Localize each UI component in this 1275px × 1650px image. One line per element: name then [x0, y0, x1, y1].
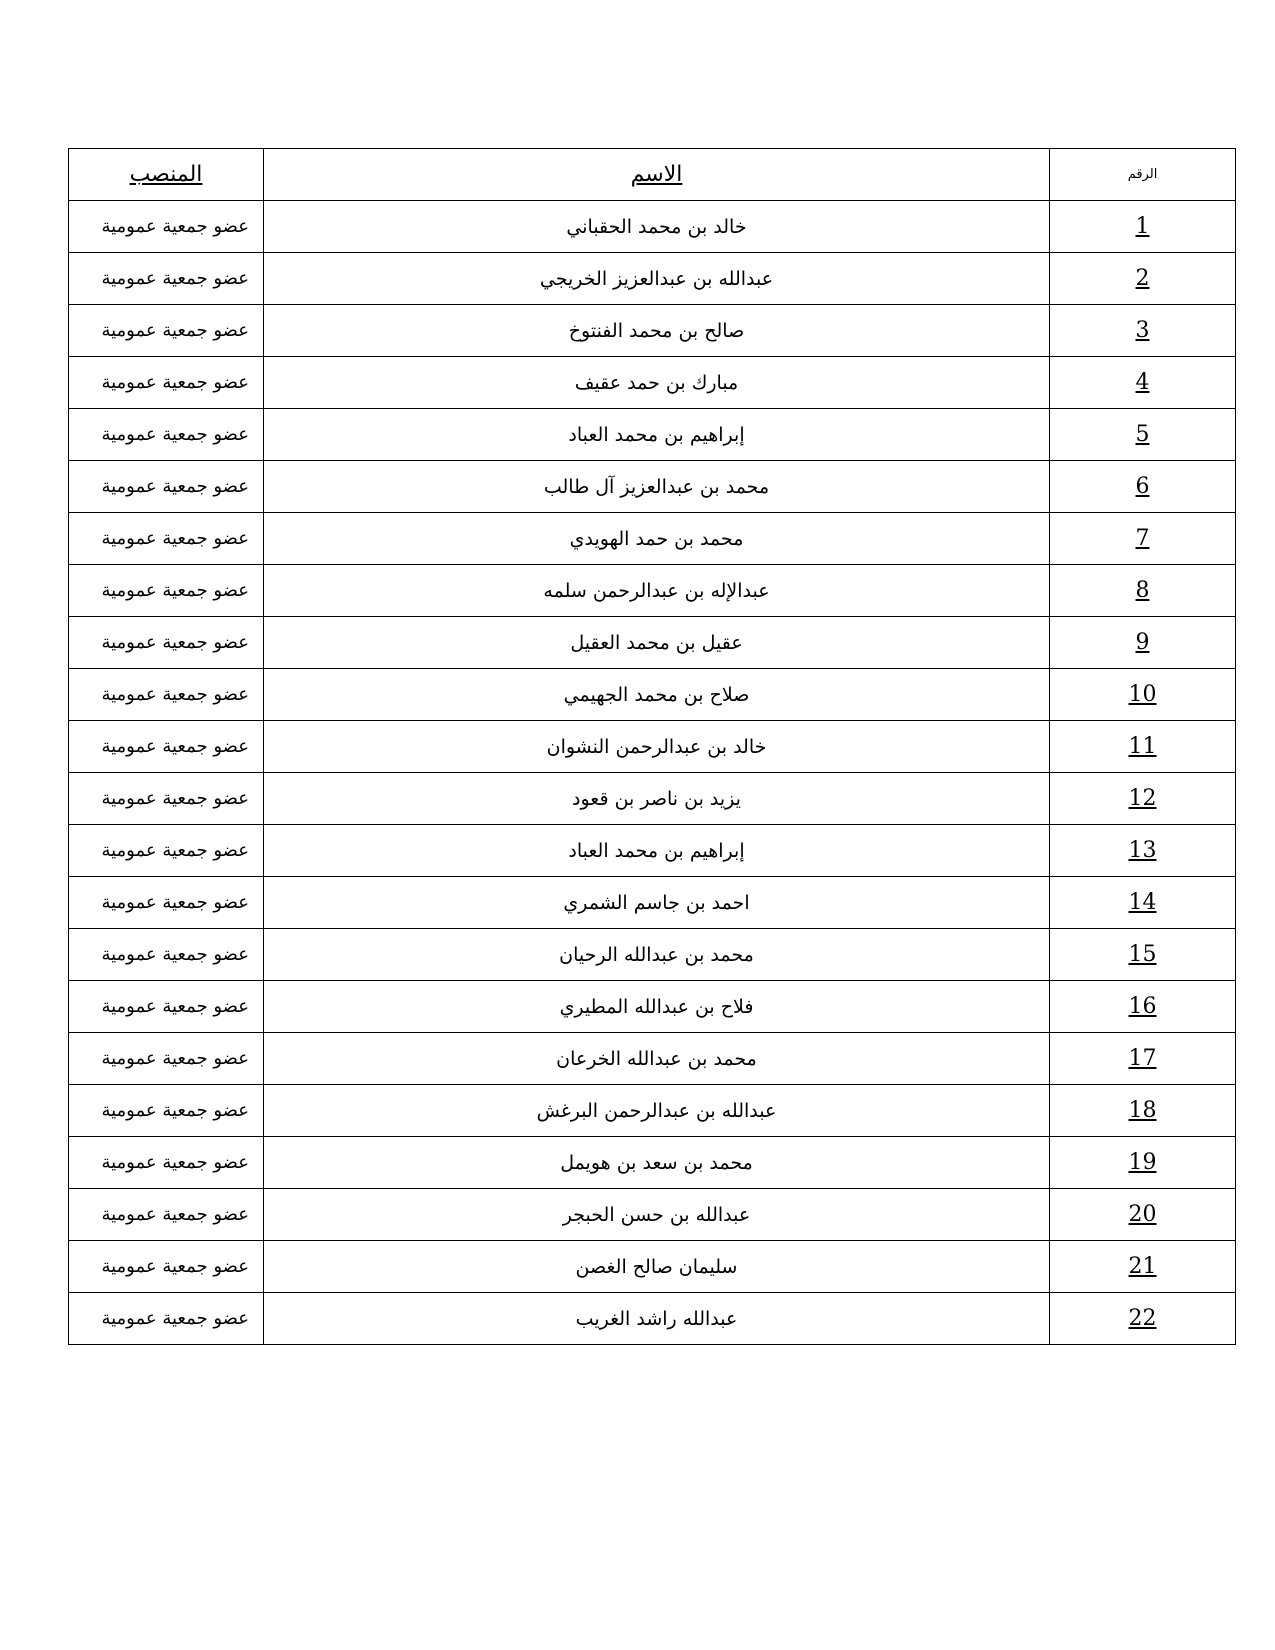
member-name: عبدالله بن عبدالرحمن البرغش	[264, 1085, 1050, 1137]
table-row	[69, 669, 1236, 721]
member-name: خالد بن عبدالرحمن النشوان	[264, 721, 1050, 773]
row-number: 17	[1050, 1033, 1236, 1085]
member-position: عضو جمعية عمومية	[69, 721, 264, 773]
member-name: محمد بن عبدالله الخرعان	[264, 1033, 1050, 1085]
row-number: 1	[1050, 201, 1236, 253]
member-name: احمد بن جاسم الشمري	[264, 877, 1050, 929]
table-row	[69, 1085, 1236, 1137]
member-position: عضو جمعية عمومية	[69, 1189, 264, 1241]
table-row	[69, 1189, 1236, 1241]
table-row	[69, 253, 1236, 305]
row-number: 6	[1050, 461, 1236, 513]
table-row	[69, 617, 1236, 669]
header-number: الرقم	[1050, 149, 1236, 201]
member-name: يزيد بن ناصر بن قعود	[264, 773, 1050, 825]
member-position: عضو جمعية عمومية	[69, 1293, 264, 1345]
row-number: 22	[1050, 1293, 1236, 1345]
table-row	[69, 825, 1236, 877]
member-position: عضو جمعية عمومية	[69, 1085, 264, 1137]
member-position: عضو جمعية عمومية	[69, 877, 264, 929]
row-number: 13	[1050, 825, 1236, 877]
member-name: صلاح بن محمد الجهيمي	[264, 669, 1050, 721]
row-number: 10	[1050, 669, 1236, 721]
table-row	[69, 461, 1236, 513]
table-row	[69, 1033, 1236, 1085]
member-position: عضو جمعية عمومية	[69, 513, 264, 565]
member-name: صالح بن محمد الفنتوخ	[264, 305, 1050, 357]
member-position: عضو جمعية عمومية	[69, 253, 264, 305]
member-position: عضو جمعية عمومية	[69, 929, 264, 981]
table-row	[69, 565, 1236, 617]
member-name: محمد بن حمد الهويدي	[264, 513, 1050, 565]
member-position: عضو جمعية عمومية	[69, 409, 264, 461]
row-number: 5	[1050, 409, 1236, 461]
table-row	[69, 1241, 1236, 1293]
row-number: 18	[1050, 1085, 1236, 1137]
member-name: إبراهيم بن محمد العباد	[264, 409, 1050, 461]
member-position: عضو جمعية عمومية	[69, 617, 264, 669]
table-row	[69, 201, 1236, 253]
member-position: عضو جمعية عمومية	[69, 1033, 264, 1085]
row-number: 3	[1050, 305, 1236, 357]
member-name: إبراهيم بن محمد العباد	[264, 825, 1050, 877]
member-position: عضو جمعية عمومية	[69, 981, 264, 1033]
member-name: سليمان صالح الغصن	[264, 1241, 1050, 1293]
table-row	[69, 877, 1236, 929]
member-name: عبدالإله بن عبدالرحمن سلمه	[264, 565, 1050, 617]
table-row	[69, 773, 1236, 825]
row-number: 15	[1050, 929, 1236, 981]
table-row	[69, 305, 1236, 357]
member-name: محمد بن عبدالله الرحيان	[264, 929, 1050, 981]
member-position: عضو جمعية عمومية	[69, 773, 264, 825]
member-position: عضو جمعية عمومية	[69, 1241, 264, 1293]
member-name: فلاح بن عبدالله المطيري	[264, 981, 1050, 1033]
member-name: عقيل بن محمد العقيل	[264, 617, 1050, 669]
member-name: عبدالله بن حسن الحبجر	[264, 1189, 1050, 1241]
row-number: 19	[1050, 1137, 1236, 1189]
row-number: 2	[1050, 253, 1236, 305]
member-name: محمد بن عبدالعزيز آل طالب	[264, 461, 1050, 513]
row-number: 11	[1050, 721, 1236, 773]
row-number: 12	[1050, 773, 1236, 825]
table-row	[69, 721, 1236, 773]
member-position: عضو جمعية عمومية	[69, 825, 264, 877]
table-row	[69, 409, 1236, 461]
table-row	[69, 513, 1236, 565]
member-position: عضو جمعية عمومية	[69, 357, 264, 409]
members-table	[68, 148, 1236, 1345]
header-name: الاسم	[264, 149, 1050, 201]
member-name: محمد بن سعد بن هويمل	[264, 1137, 1050, 1189]
row-number: 9	[1050, 617, 1236, 669]
row-number: 4	[1050, 357, 1236, 409]
table-row	[69, 1293, 1236, 1345]
row-number: 20	[1050, 1189, 1236, 1241]
member-position: عضو جمعية عمومية	[69, 201, 264, 253]
row-number: 14	[1050, 877, 1236, 929]
member-name: مبارك بن حمد عقيف	[264, 357, 1050, 409]
table-body	[69, 201, 1236, 1345]
member-name: عبدالله بن عبدالعزيز الخريجي	[264, 253, 1050, 305]
member-position: عضو جمعية عمومية	[69, 669, 264, 721]
member-name: عبدالله راشد الغريب	[264, 1293, 1050, 1345]
row-number: 7	[1050, 513, 1236, 565]
member-position: عضو جمعية عمومية	[69, 1137, 264, 1189]
member-position: عضو جمعية عمومية	[69, 305, 264, 357]
member-position: عضو جمعية عمومية	[69, 461, 264, 513]
table-row	[69, 1137, 1236, 1189]
table-row	[69, 981, 1236, 1033]
row-number: 8	[1050, 565, 1236, 617]
row-number: 16	[1050, 981, 1236, 1033]
header-position: المنصب	[69, 149, 264, 201]
table-row	[69, 357, 1236, 409]
table-header-row	[69, 149, 1236, 201]
member-name: خالد بن محمد الحقباني	[264, 201, 1050, 253]
row-number: 21	[1050, 1241, 1236, 1293]
member-position: عضو جمعية عمومية	[69, 565, 264, 617]
table-row	[69, 929, 1236, 981]
